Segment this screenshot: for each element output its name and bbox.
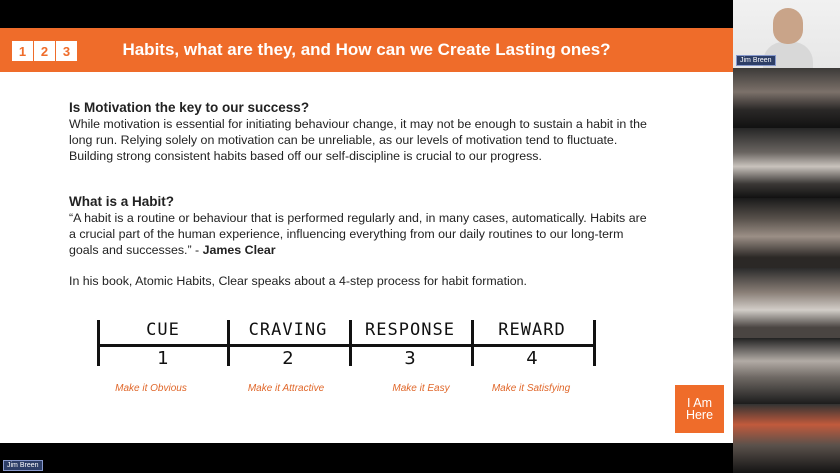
- presenter-name-tag: Jim Breen: [736, 55, 776, 66]
- stage-number-1: 1: [157, 348, 169, 369]
- participant-tile[interactable]: [733, 68, 840, 128]
- motivation-heading: Is Motivation the key to our success?: [69, 100, 310, 115]
- stage-number-3: 3: [404, 348, 416, 369]
- shared-slide: [0, 28, 733, 443]
- stage-response: RESPONSE: [365, 320, 455, 340]
- motivation-text: While motivation is essential for initiating behaviour change, it may not be enough to sustain a habit in the long run. Relying solely on motivation can be unreliable, as our levels of motivation tend to fluctuate. Building strong consistent habits based off our self-discipline is crucial to our progress.: [69, 117, 647, 163]
- participant-tile[interactable]: [733, 268, 840, 338]
- timeline-tick: [97, 320, 100, 366]
- stage-cue: CUE: [146, 320, 180, 340]
- law-easy: Make it Easy: [392, 383, 450, 394]
- participant-tile[interactable]: [733, 404, 840, 473]
- law-attractive: Make it Attractive: [247, 383, 325, 394]
- book-note: In his book, Atomic Habits, Clear speaks about a 4-step process for habit formation.: [69, 274, 527, 288]
- law-obvious: Make it Obvious: [115, 383, 187, 394]
- stage-number-4: 4: [526, 348, 538, 369]
- logo-piece-2: 2: [34, 41, 56, 61]
- habit-loop-timeline: [95, 316, 600, 376]
- habit-heading: What is a Habit?: [69, 194, 175, 209]
- law-satisfying: Make it Satisfying: [491, 383, 571, 394]
- timeline-tick: [593, 320, 596, 366]
- participant-strip[interactable]: [733, 0, 840, 473]
- presenter-face: [773, 8, 803, 44]
- slide-body: [69, 100, 649, 289]
- presenter-video[interactable]: [733, 0, 840, 68]
- participant-tile[interactable]: [733, 128, 840, 198]
- stage-craving: CRAVING: [248, 320, 328, 340]
- quote-author: James Clear: [202, 243, 276, 257]
- logo-piece-3: 3: [56, 41, 78, 61]
- participant-tile[interactable]: [733, 198, 840, 268]
- habit-quote: “A habit is a routine or behaviour that is performed regularly and, in many cases, automatically. Habits are a crucial part of the human experience, influencing everything from our daily routines to our long-term goals and successes.” -: [69, 211, 647, 257]
- stage-reward: REWARD: [498, 320, 566, 340]
- participant-tile[interactable]: [733, 338, 840, 404]
- habit-quote-paragraph: [69, 210, 649, 258]
- logo-piece-1: 1: [12, 41, 34, 61]
- slide-title: Habits, what are they, and How can we Create Lasting ones?: [122, 40, 611, 59]
- bottom-name-tag: Jim Breen: [3, 460, 43, 471]
- timeline-line: [99, 344, 594, 347]
- i-am-here-badge: I Am Here: [675, 385, 724, 433]
- stage-number-2: 2: [282, 348, 294, 369]
- title-banner: [0, 28, 733, 72]
